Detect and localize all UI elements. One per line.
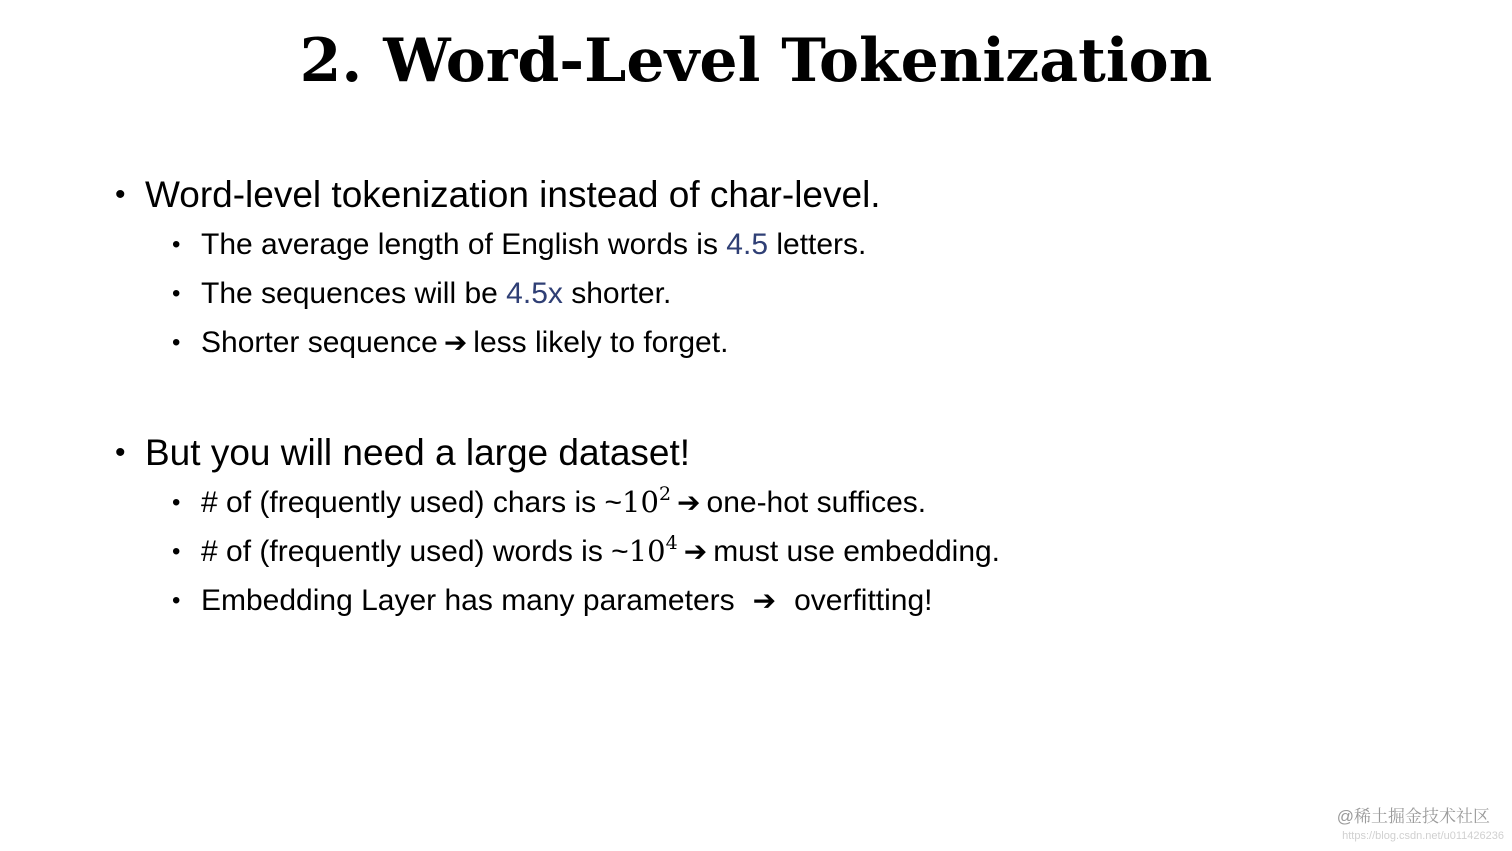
sub-bullet-chars-count <box>0 478 1512 527</box>
bullet-icon: • <box>172 538 181 565</box>
text-part: Embedding Layer has many parameters <box>201 584 735 617</box>
sub-bullet-words-count <box>0 527 1512 576</box>
text-part: # of (frequently used) chars is ~ <box>201 486 623 519</box>
text-part: The sequences will be <box>201 277 507 310</box>
text-part: Shorter sequence <box>201 326 438 359</box>
right-arrow-icon: ➔ <box>677 486 701 519</box>
right-arrow-icon: ➔ <box>443 326 468 359</box>
right-arrow-icon: ➔ <box>752 584 777 617</box>
math-base: 10 <box>622 485 659 519</box>
math-exponent: 4 <box>665 532 678 554</box>
sub-bullet-avg-length <box>0 220 1512 269</box>
bullet-text: But you will need a large dataset! <box>145 432 691 473</box>
text-part: must use embedding. <box>713 535 1001 568</box>
sub-bullet-text <box>201 318 728 367</box>
bullet-icon: • <box>115 436 126 469</box>
text-part: The average length of English words is <box>201 228 727 261</box>
text-part: shorter. <box>562 277 672 310</box>
text-part: letters. <box>768 228 867 261</box>
math-base: 10 <box>628 534 666 568</box>
sub-bullet-text <box>201 220 866 269</box>
bullet-icon: • <box>115 178 126 211</box>
bullet-section-1 <box>0 170 1512 367</box>
bullet-main-2 <box>0 428 1512 478</box>
text-part: one-hot suffices. <box>706 486 927 519</box>
math-exponent: 2 <box>658 483 672 505</box>
sub-bullet-text <box>201 269 671 318</box>
bullet-section-2 <box>0 428 1512 625</box>
sub-bullet-text <box>201 478 926 527</box>
sub-bullet-overfitting <box>0 576 1512 625</box>
watermark: @稀土掘金技术社区 <box>1336 807 1490 826</box>
text-part: # of (frequently used) words is ~ <box>201 535 629 568</box>
right-arrow-icon: ➔ <box>683 535 708 568</box>
bullet-icon: • <box>172 489 181 516</box>
sub-bullet-less-forget <box>0 318 1512 367</box>
slide-title: 2. Word-Level Tokenization <box>299 26 1213 96</box>
bullet-icon: • <box>172 231 181 258</box>
bullet-icon: • <box>172 587 181 614</box>
sub-bullet-text <box>201 527 1000 576</box>
highlight-value: 4.5 <box>726 228 769 261</box>
bullet-icon: • <box>172 329 181 356</box>
bullet-text: Word-level tokenization instead of char-level. <box>145 174 881 215</box>
bullet-main-1 <box>0 170 1512 220</box>
math-power <box>629 534 678 568</box>
watermark-url: https://blog.csdn.net/u011426236 <box>1342 830 1504 842</box>
bullet-icon: • <box>172 280 181 307</box>
sub-bullet-text <box>201 576 933 625</box>
highlight-value: 4.5x <box>506 277 563 310</box>
text-part: less likely to forget. <box>473 326 729 359</box>
sub-bullet-shorter-sequences <box>0 269 1512 318</box>
text-part: overfitting! <box>794 584 933 617</box>
math-power <box>622 485 671 519</box>
